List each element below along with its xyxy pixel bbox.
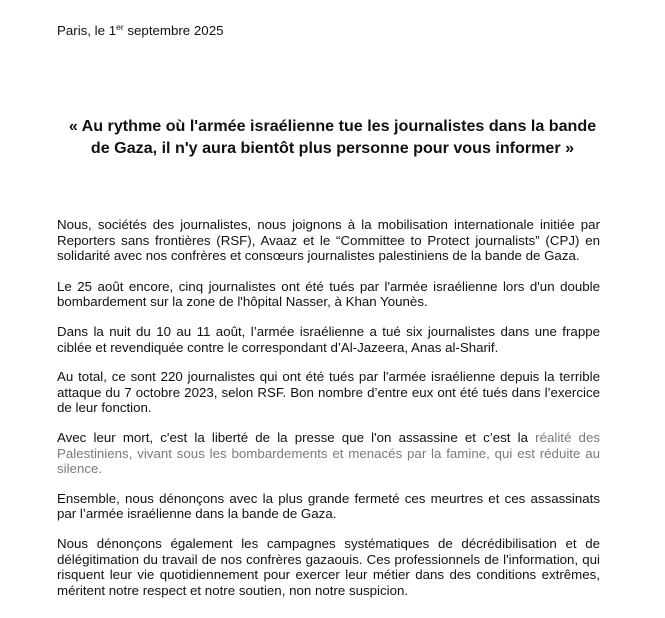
press-freedom-faded: réalité des Palestiniens, vivant sous les bombardements et menacés par la famine, qui est réduite au silence. xyxy=(57,429,600,477)
statement-body xyxy=(57,217,600,612)
paragraph-condemnation: Ensemble, nous dénonçons avec la plus grande fermeté ces meurtres et ces assassinats par l’armée israélienne dans la bande de Gaza. xyxy=(57,490,600,522)
dateline-prefix: Paris, le 1 xyxy=(57,23,117,38)
dateline-suffix: septembre 2025 xyxy=(123,23,224,38)
paragraph-press-freedom xyxy=(57,430,600,477)
dateline-ordinal: er xyxy=(116,22,124,32)
press-freedom-lead: Avec leur mort, c'est la liberté de la presse que l'on assassine et c’est la xyxy=(57,429,536,445)
paragraph-discrediting: Nous dénonçons également les campagnes systématiques de décrédibilisation et de délégitimation du travail de nos confrères gazaouis. Ces professionnels de l'information, qui risquent leur vie quotidiennement pour exercer leur métier dans des conditions extrêmes, méritent notre respect et notre soutien, non notre suspicion. xyxy=(57,535,600,598)
paragraph-khan-younes: Le 25 août encore, cinq journalistes ont été tués par l'armée israélienne lors d'un double bombardement sur la zone de l'hôpital Nasser, à Khan Younès. xyxy=(57,278,600,310)
paragraph-anas-al-sharif: Dans la nuit du 10 au 11 août, l’armée israélienne a tué six journalistes dans une frappe ciblée et revendiquée contre le correspondant d’Al-Jazeera, Anas al-Sharif. xyxy=(57,323,600,355)
dateline xyxy=(57,23,223,39)
paragraph-total-killed: Au total, ce sont 220 journalistes qui ont été tués par l'armée israélienne depuis la terrible attaque du 7 octobre 2023, selon RSF. Bon nombre d’entre eux ont été tués dans l’exercice de leur fonction. xyxy=(57,369,600,416)
headline-quote: « Au rythme où l'armée israélienne tue les journalistes dans la bande de Gaza, il n'y aura bientôt plus personne pour vous informer » xyxy=(68,117,597,157)
paragraph-solidarity: Nous, sociétés des journalistes, nous joignons à la mobilisation internationale initiée par Reporters sans frontières (RSF), Avaaz et le “Committee to Protect journalists” (CPJ) en solidarité avec nos confrères et consœurs journalistes palestiniens de la bande de Gaza. xyxy=(57,217,600,264)
